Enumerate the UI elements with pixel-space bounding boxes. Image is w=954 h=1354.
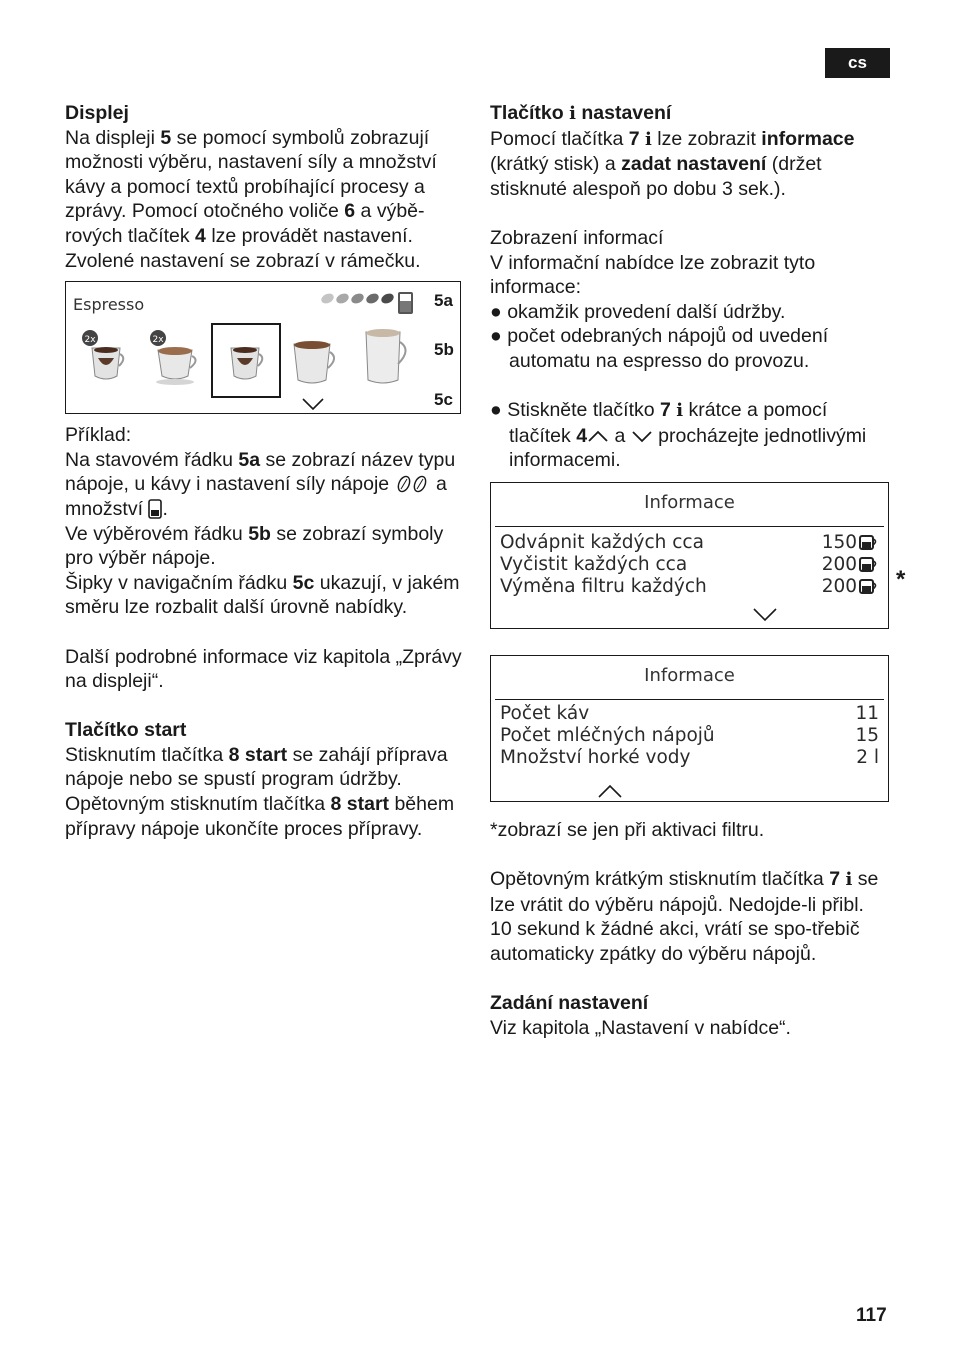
zobrazeni-title: Zobrazení informací (490, 226, 664, 249)
footnote-star: * (896, 566, 906, 593)
coffee-cup-icon (148, 330, 203, 390)
cup-quantity-icon (148, 498, 162, 520)
info-intro-paragraph (490, 127, 890, 202)
text-segment: (krátký stisk) a (490, 153, 622, 176)
text-segment: se zobrazí symboly pro výběr nápoje. (65, 522, 444, 570)
quantity-cup-icon (398, 292, 413, 314)
text-segment: informace (761, 127, 855, 150)
text-segment: a (609, 424, 631, 447)
priklad-line (65, 571, 465, 620)
language-tab (825, 48, 890, 78)
info-row: Odvápnit každých cca 150 (491, 532, 888, 554)
text-segment: 5 (160, 126, 172, 149)
info-row: Výměna filtru každých 200 (491, 576, 888, 598)
text-segment: procházejte jednotlivými informacemi. (509, 424, 867, 472)
text-segment: 5c (292, 571, 315, 594)
label-5a: 5a (434, 291, 453, 310)
text-segment: lze zobrazit (651, 127, 762, 150)
text-segment: Ve výběrovém řádku (65, 522, 249, 545)
info-display-title: Informace (644, 664, 735, 686)
info-row: Počet káv 11 (500, 702, 879, 724)
zobrazeni-paragraph: V informační nabídce lze zobrazit tyto informace: (490, 251, 816, 299)
right-column (490, 101, 890, 1040)
coffee-display (65, 281, 461, 414)
text-segment: se zobrazí název typu nápoje, u kávy i nastavení síly nápoje (65, 448, 456, 496)
chevron-down-icon (631, 425, 653, 447)
text-segment: 5a (238, 448, 261, 471)
large-mug-icon (358, 324, 413, 390)
text-segment: i (644, 128, 652, 150)
text-segment: se lze vrátit do výběru nápojů. Nedojde-li přibl. 10 sekund k žádné akci, vrátí se spo-třebič automaticky zpátky do výběru nápojů. (490, 868, 879, 965)
display-status-title: Espresso (73, 295, 145, 315)
text-segment: i (845, 869, 853, 891)
espresso-cup-icon (219, 330, 269, 390)
zadani-heading: Zadání nastavení (490, 992, 649, 1015)
info-display-maintenance (490, 482, 889, 629)
text-segment: krátce a pomocí tlačítek (509, 399, 828, 447)
text-segment: Na stavovém řádku (65, 448, 239, 471)
zadani-paragraph: Viz kapitola „Nastavení v nabídce“. (490, 1016, 791, 1039)
text-segment: 7 (660, 399, 677, 422)
bullet-item: ● počet odebraných nápojů od uvedení automatu na espresso do provozu. (490, 325, 829, 372)
text-segment: ukazují, v jakém směru lze rozbalit další úrovně nabídky. (65, 571, 460, 619)
info-row: Množství horké vody 2 l (500, 746, 879, 768)
bean-icon (320, 292, 336, 306)
start-heading: Tlačítko start (65, 719, 187, 742)
chevron-up-icon (587, 425, 609, 447)
text-segment: se pomocí symbolů zobrazují možnosti výběru, nastavení síly a množství kávy a pomocí textů probíhající procesy a zprávy. Pomocí otočného voliče (65, 126, 437, 223)
bean-icon (335, 292, 351, 306)
bullet-item: ● okamžik provedení další údržby. (490, 300, 786, 323)
text-segment: Šipky v navigačním řádku (65, 571, 293, 594)
badge-2x: 2x (84, 335, 96, 346)
dalsi-info-paragraph: Další podrobné informace viz kapitola „Zprávy na displeji“. (65, 645, 462, 693)
cup-icon (859, 534, 879, 552)
info-display-title: Informace (644, 491, 735, 513)
text-segment: zadat nastavení (621, 153, 767, 176)
text-segment: Opětovným krátkým stisknutím tlačítka (490, 868, 830, 891)
left-column (65, 101, 465, 841)
priklad-block (65, 423, 465, 620)
bullet-press-item (490, 398, 890, 473)
cup-icon (859, 556, 879, 574)
chevron-down-icon (753, 608, 777, 622)
text-segment: Pomocí tlačítka (490, 127, 629, 150)
text-segment: Stisknutím tlačítka (65, 743, 229, 766)
back-paragraph (490, 867, 890, 966)
cup-icon (859, 578, 879, 596)
info-button-heading: Tlačítko i nastavení (490, 102, 672, 124)
text-segment: 8 start (330, 793, 390, 816)
info-row: Vyčistit každých cca 200 (491, 554, 888, 576)
text-segment: a množství (65, 473, 447, 520)
text-segment: 6 (344, 200, 356, 223)
text-segment: 7 (628, 127, 645, 150)
start-paragraph (65, 743, 465, 841)
text-segment: (držet stisknuté alespoň po dobu 3 sek.). (490, 153, 822, 200)
text-segment: během přípravy nápoje ukončíte proces přípravy. (65, 793, 455, 840)
text-segment: Na displeji (65, 126, 161, 149)
label-5b: 5b (434, 340, 454, 359)
text-segment: ● Stiskněte tlačítko (490, 399, 661, 422)
text-segment: i (676, 400, 684, 422)
chevron-up-icon (598, 784, 622, 798)
priklad-line (65, 448, 465, 522)
beverage-selection-row (66, 322, 460, 397)
info-row: Počet mléčných nápojů 15 (500, 724, 879, 746)
language-label: cs (848, 53, 867, 72)
priklad-line (65, 522, 465, 571)
page-number: 117 (856, 1305, 887, 1326)
priklad-line (65, 423, 465, 448)
coffee-mug-icon (286, 330, 341, 392)
text-segment: se zahájí příprava nápoje nebo se spustí program údržby. Opětovným stisknutím tlačítka (65, 743, 448, 816)
espresso-cup-icon (80, 330, 130, 390)
bean-icon (365, 292, 381, 306)
strength-beans-icon (395, 473, 431, 495)
label-5c: 5c (434, 390, 453, 409)
displej-paragraph (65, 126, 465, 274)
bean-icon (350, 292, 366, 306)
info-display-counters (490, 655, 889, 802)
text-segment: a výbě-rových tlačítek (65, 200, 425, 247)
footnote: *zobrazí se jen při aktivaci filtru. (490, 818, 765, 841)
bean-icon (380, 292, 396, 306)
text-segment: 5b (248, 522, 271, 545)
chevron-down-icon (302, 398, 324, 410)
text-segment: . (162, 497, 168, 520)
strength-indicator (321, 294, 394, 303)
text-segment: lze provádět nastavení. Zvolené nastavení se zobrazí v rámečku. (65, 224, 421, 272)
text-segment: 4 (195, 224, 206, 247)
displej-heading: Displej (65, 102, 129, 124)
badge-2x: 2x (152, 335, 164, 346)
text-segment: 8 start (228, 743, 288, 766)
text-segment: Příklad: (65, 424, 132, 447)
text-segment: 4 (576, 424, 588, 447)
text-segment: 7 (829, 868, 846, 891)
